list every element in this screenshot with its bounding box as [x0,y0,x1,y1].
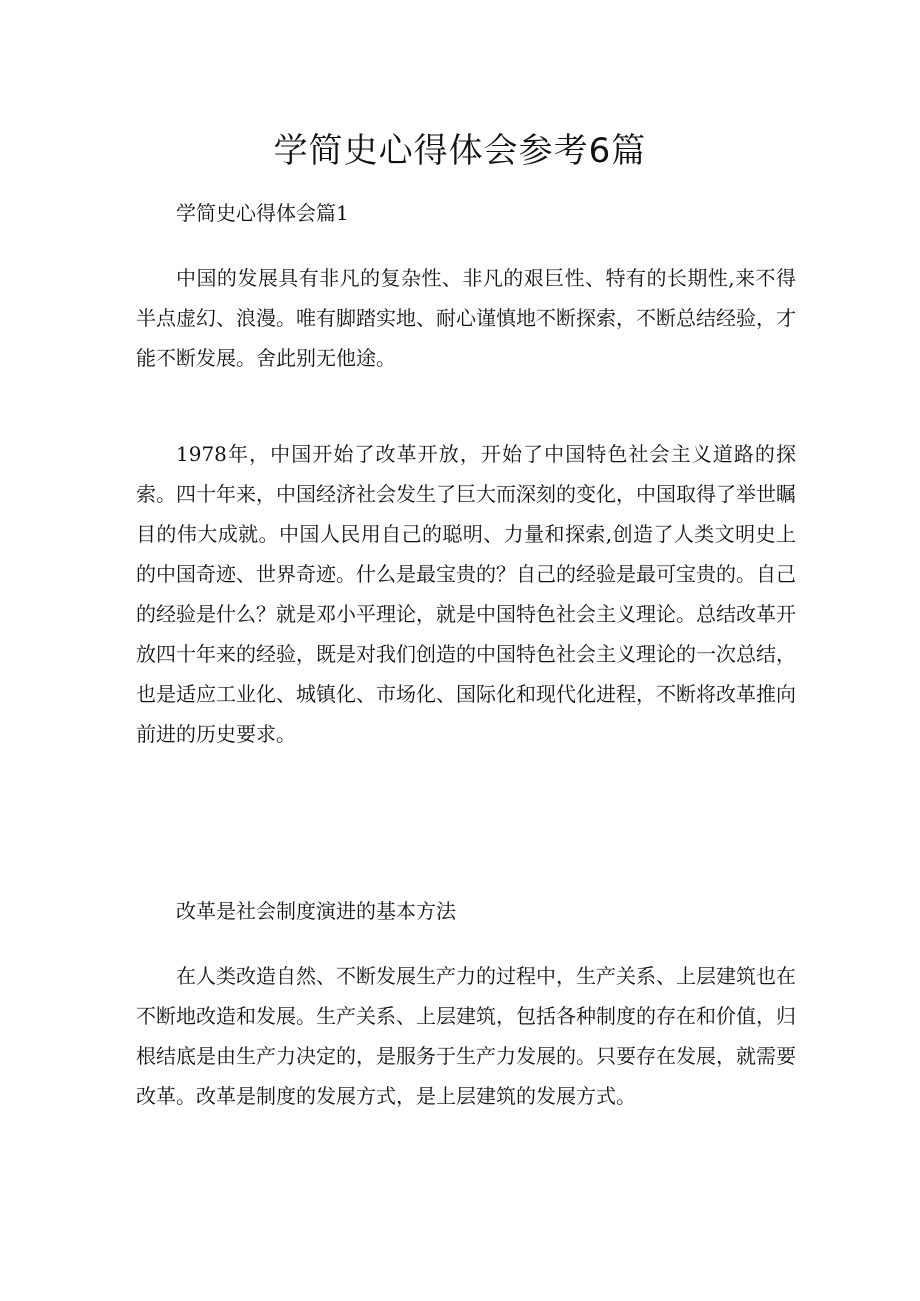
document-title: 学简史心得体会参考6篇 [273,131,647,171]
section-heading: 学简史心得体会篇1 [176,201,349,225]
paragraph-3: 在人类改造自然、不断发展生产力的过程中，生产关系、上层建筑也在不断地改造和发展。生产关系、上层建筑，包括各种制度的存在和价值，归根结底是由生产力决定的，是服务于生产力发展的。只要存在发展，就需要改革。改革是制度的发展方式，是上层建筑的发展方式。 [136,964,796,1108]
paragraph-1: 中国的发展具有非凡的复杂性、非凡的艰巨性、特有的长期性,来不得半点虚幻、浪漫。唯有脚踏实地、耐心谨慎地不断探索，不断总结经验，才能不断发展。舍此别无他途。 [136,266,796,370]
paragraph-2: 1978年，中国开始了改革开放，开始了中国特色社会主义道路的探索。四十年来，中国经济社会发生了巨大而深刻的变化，中国取得了举世瞩目的伟大成就。中国人民用自己的聪明、力量和探索,创造了人类文明史上的中国奇迹、世界奇迹。什么是最宝贵的？自己的经验是最可宝贵的。自己的经验是什么？就是邓小平理论，就是中国特色社会主义理论。总结改革开放四十年来的经验，既是对我们创造的中国特色社会主义理论的一次总结，也是适应工业化、城镇化、市场化、国际化和现代化进程，不断将改革推向前进的历史要求。 [136,442,796,746]
section-subheading: 改革是社会制度演进的基本方法 [176,899,456,923]
